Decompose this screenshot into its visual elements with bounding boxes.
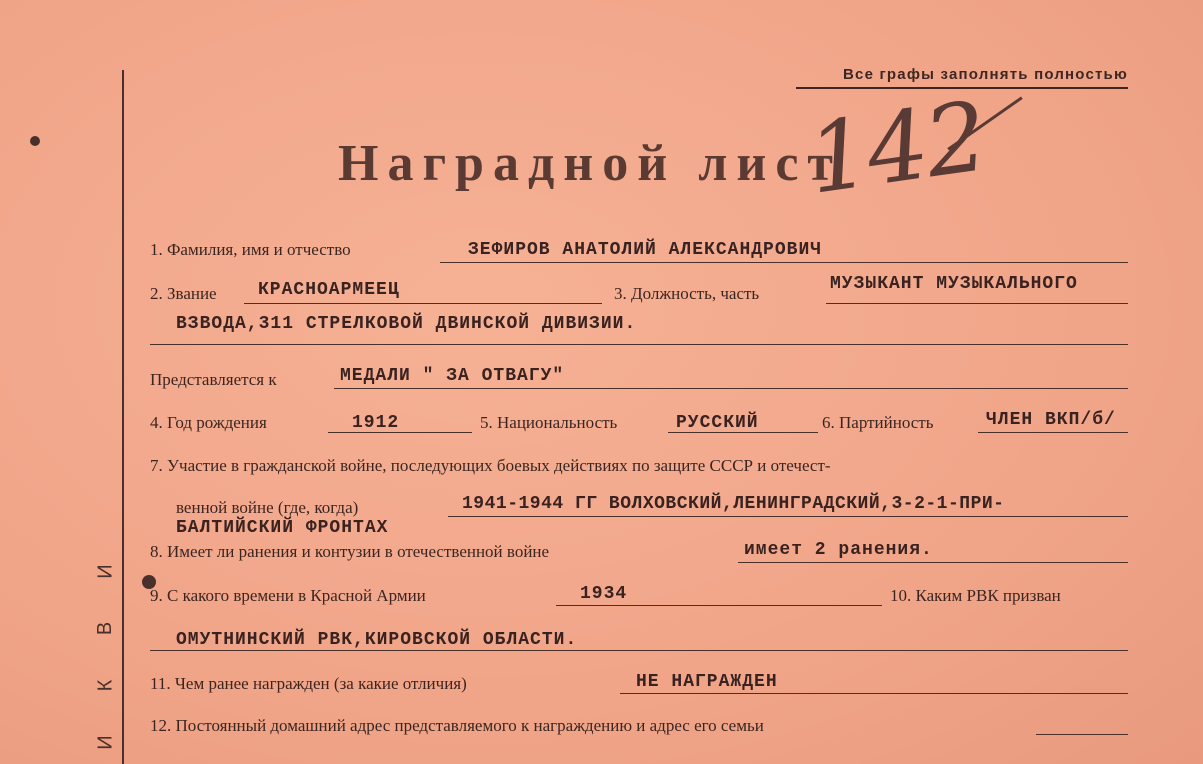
field-1-underline: [440, 262, 1128, 263]
instruction-note: Все графы заполнять полностью: [796, 66, 1128, 89]
field-1-value: ЗЕФИРОВ АНАТОЛИЙ АЛЕКСАНДРОВИЧ: [468, 240, 823, 260]
field-10-value: ОМУТНИНСКИЙ РВК,КИРОВСКОЙ ОБЛАСТИ.: [176, 630, 578, 650]
field-6-label-text: 6. Партийность: [822, 413, 934, 432]
field-2-value: КРАСНОАРМЕЕЦ: [258, 280, 400, 300]
field-12-label-text: 12. Постоянный домашний адрес представляемого к награждению и адрес его семьи: [150, 716, 764, 735]
punch-mark: [30, 136, 40, 146]
field-3-label: [614, 284, 759, 304]
field-8-value: имеет 2 ранения.: [744, 540, 933, 560]
field-5-label: [480, 413, 617, 433]
field-10-label-text: 10. Каким РВК призван: [890, 586, 1061, 605]
field-4-value: 1912: [352, 413, 400, 433]
field-10-underline: [150, 650, 1128, 651]
field-11-value: НЕ НАГРАЖДЕН: [636, 672, 778, 692]
field-1-row: [150, 240, 351, 260]
field-5-label-text: 5. Национальность: [480, 413, 618, 432]
field-7-label-line2: венной войне (где, когда): [176, 498, 359, 517]
field-8-label: [150, 542, 549, 562]
margin-vertical-text: [94, 560, 118, 754]
field-12-label: [150, 716, 764, 736]
margin-letter: И: [94, 735, 117, 750]
field-4-label: [150, 413, 267, 433]
field-5-value: РУССКИЙ: [676, 413, 759, 433]
field-8-label-text: 8. Имеет ли ранения и контузии в отечественной войне: [150, 542, 550, 561]
margin-letter: К: [94, 679, 117, 692]
award-label-text: Представляется к: [150, 370, 277, 389]
field-3-underline-2: [150, 344, 1128, 345]
field-2-label: [150, 284, 217, 304]
field-3-label-text: 3. Должность, часть: [614, 284, 760, 303]
field-12-underline: [1036, 734, 1128, 735]
field-9-underline: [556, 605, 882, 606]
field-2-underline: [244, 303, 602, 304]
award-underline: [334, 388, 1128, 389]
field-6-label: [822, 413, 933, 433]
margin-letter: И: [94, 564, 117, 579]
field-3-value-line2: ВЗВОДА,311 СТРЕЛКОВОЙ ДВИНСКОЙ ДИВИЗИИ.: [176, 314, 637, 334]
document-title: Наградной лист: [338, 135, 842, 192]
handwritten-number: 142: [801, 80, 993, 216]
field-9-label-text: 9. С какого времени в Красной Армии: [150, 586, 426, 605]
field-7-label: [150, 456, 831, 476]
field-7-label-line1: 7. Участие в гражданской войне, последующих боевых действиях по защите СССР и отечест-: [150, 456, 831, 475]
field-3-underline: [826, 303, 1128, 304]
field-9-value: 1934: [580, 584, 628, 604]
field-3-value-line1: МУЗЫКАНТ МУЗЫКАЛЬНОГО: [830, 274, 1078, 294]
award-label: [150, 370, 277, 390]
field-4-underline: [328, 432, 472, 433]
field-2-label-text: 2. Звание: [150, 284, 217, 303]
field-1-label: 1. Фамилия, имя и отчество: [150, 240, 351, 259]
margin-line: [122, 70, 124, 764]
field-7-label-2: [176, 498, 358, 518]
field-7-value-line2: БАЛТИЙСКИЙ ФРОНТАХ: [176, 518, 389, 538]
field-11-label-text: 11. Чем ранее награжден (за какие отличия): [150, 674, 467, 693]
field-8-underline: [738, 562, 1128, 563]
field-6-underline: [978, 432, 1128, 433]
field-7-underline: [448, 516, 1128, 517]
field-11-label: [150, 674, 467, 694]
field-11-underline: [620, 693, 1128, 694]
field-5-underline: [668, 432, 818, 433]
margin-letter: В: [94, 621, 117, 636]
field-10-label: [890, 586, 1061, 606]
field-7-value-line1: 1941-1944 ГГ ВОЛХОВСКИЙ,ЛЕНИНГРАДСКИЙ,3-2-1-ПРИ-: [462, 494, 1005, 514]
field-6-value: ЧЛЕН ВКП/б/: [986, 410, 1116, 430]
field-4-label-text: 4. Год рождения: [150, 413, 267, 432]
award-value: МЕДАЛИ " ЗА ОТВАГУ": [340, 366, 565, 386]
field-9-label: [150, 586, 426, 606]
